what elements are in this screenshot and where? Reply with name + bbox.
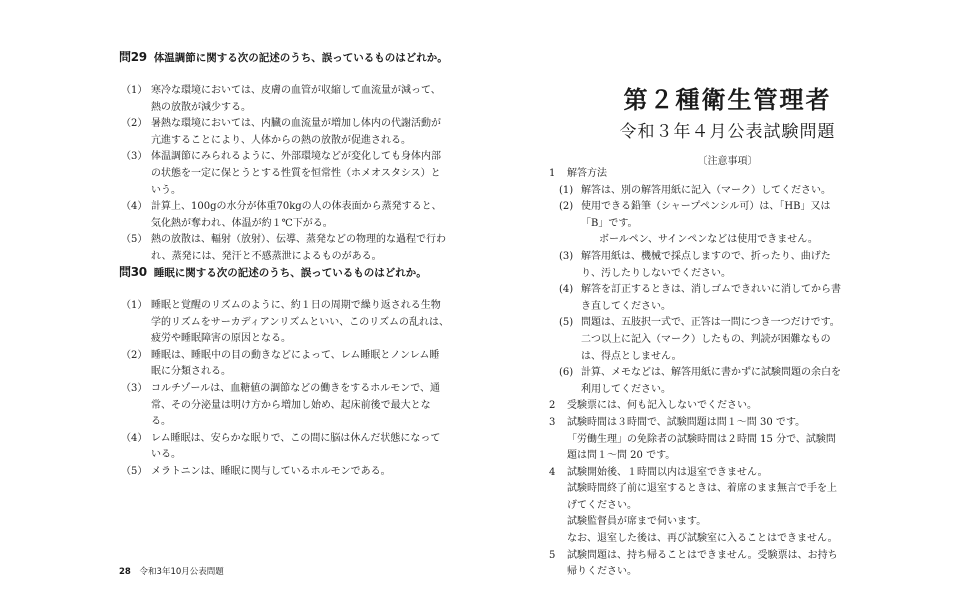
note-number: 5 (549, 549, 556, 561)
option-item (119, 199, 449, 232)
question-text: 体温調節に関する次の記述のうち、誤っているものはどれか。 (153, 52, 448, 64)
note-item (549, 465, 845, 482)
question-header (119, 48, 449, 65)
notes-heading: 〔注意事項〕 (697, 156, 758, 167)
note-number: 4 (549, 466, 556, 478)
note-subnumber: (4) (559, 284, 574, 296)
option-text: 熱の放散は、輻射（放射）、伝導、蒸発などの物理的な過程で行われ、蒸発には、発汗と不感蒸泄によるものがある。 (151, 234, 446, 262)
option-item (119, 348, 449, 381)
note-item (549, 166, 845, 183)
option-text: 睡眠と覚醒のリズムのように、約１日の周期で繰り返される生物学的リズムをサーカディアンリズムといい、このリズムの乱れは、疲労や睡眠障害の原因となる。 (151, 300, 449, 345)
note-subnumber: (3) (559, 250, 574, 262)
note-continuation: ボールペン、サインペンなどは使用できません。 (599, 234, 818, 246)
option-number: （2） (121, 118, 148, 130)
note-continuation: 試験時間終了前に退室するときは、着席のまま無言で手を上げてください。 (567, 483, 837, 511)
note-number: 2 (549, 400, 556, 412)
note-text: 受験票には、何も記入しないでください。 (567, 400, 757, 412)
note-text: 試験時間は３時間で、試験問題は問１〜問 30 です。 (567, 416, 806, 428)
option-number: （5） (121, 465, 148, 477)
question-30 (119, 263, 449, 481)
option-list (119, 83, 449, 266)
note-text: 使用できる鉛筆（シャープペンシル可）は、「HB」又は「B」です。 (581, 201, 831, 229)
question-29 (119, 48, 449, 266)
option-text: 計算上、100gの水分が体重70kgの人の体表面から蒸発すると、気化熱が奪われ、体温が約１℃下がる。 (151, 201, 442, 229)
option-number: （2） (121, 349, 148, 361)
note-subitem (549, 249, 845, 282)
note-subnumber: (1) (559, 184, 574, 196)
notes-list (549, 166, 845, 581)
exam-subtitle: 令和３年４月公表試験問題 (619, 122, 836, 142)
note-number: 3 (549, 416, 556, 428)
note-subnumber: (2) (559, 201, 574, 213)
question-header (119, 263, 449, 280)
option-text: 暑熱な環境においては、内臓の血流量が増加し体内の代謝活動が亢進することにより、人体からの熱の放散が促進される。 (151, 118, 441, 146)
option-item (119, 83, 449, 116)
option-number: （4） (121, 432, 148, 444)
option-item (119, 431, 449, 464)
note-subitem (549, 199, 845, 232)
exam-title: 第２種衛生管理者 (623, 85, 832, 114)
option-item (119, 116, 449, 149)
option-text: 睡眠は、睡眠中の目の動きなどによって、レム睡眠とノンレム睡眠に分類される。 (151, 349, 440, 378)
option-list (119, 298, 449, 481)
option-item (119, 232, 449, 265)
note-text: 計算、メモなどは、解答用紙に書かずに試験問題の余白を利用してください。 (581, 367, 841, 395)
note-item (549, 548, 845, 581)
note-text: 解答用紙は、機械で採点しますので、折ったり、曲げたり、汚したりしないでください。 (581, 250, 831, 279)
note-continuation: 試験監督員が席まで伺います。 (567, 516, 707, 528)
note-text: 解答を訂正するときは、消しゴムできれいに消してから書き直してください。 (581, 284, 841, 312)
option-number: （1） (121, 300, 148, 311)
option-number: （3） (121, 382, 148, 394)
note-text: 試験開始後、１時間以内は退室できません。 (567, 466, 768, 478)
option-item (119, 381, 449, 431)
option-text: レム睡眠は、安らかな眠りで、この間に脳は休んだ状態になっている。 (151, 432, 441, 461)
note-subnumber: (6) (559, 367, 574, 379)
note-text: 問題は、五肢択一式で、正答は一問につき一つだけです。二つ以上に記入（マーク）したもの、判読が困難なものは、得点としません。 (581, 317, 840, 362)
footer-text: 令和3年10月公表問題 (139, 567, 224, 577)
note-continuation: 「労働生理」の免除者の試験時間は２時間 15 分で、試験問題は問１〜問 20 です。 (567, 433, 836, 462)
option-text: メラトニンは、睡眠に関与しているホルモンである。 (151, 465, 391, 477)
question-number: 問30 (119, 265, 147, 279)
option-number: （3） (121, 151, 148, 163)
note-subitem (549, 183, 845, 200)
page-number: 28 (119, 567, 131, 577)
question-number: 問29 (119, 50, 147, 64)
option-number: （1） (121, 85, 148, 96)
note-continuation: なお、退室した後は、再び試験室に入ることはできません。 (567, 533, 838, 545)
note-number: 1 (549, 168, 556, 179)
option-item (119, 298, 449, 348)
note-subnumber: (5) (559, 317, 574, 329)
note-subitem (549, 315, 845, 365)
option-text: 体温調節にみられるように、外部環境などが変化しても身体内部の状態を一定に保とうとする性質を恒常性（ホメオスタシス）という。 (151, 151, 441, 196)
question-text: 睡眠に関する次の記述のうち、誤っているものはどれか。 (153, 267, 427, 279)
note-text: 解答は、別の解答用紙に記入（マーク）してください。 (581, 184, 831, 196)
page-footer (119, 565, 224, 577)
note-item (549, 398, 845, 415)
option-text: コルチゾールは、血糖値の調節などの働きをするホルモンで、通常、その分泌量は明け方から増加し始め、起床前後で最大となる。 (151, 382, 440, 428)
note-item (549, 415, 845, 432)
option-item (119, 149, 449, 199)
note-subitem (549, 282, 845, 315)
note-subitem (549, 365, 845, 398)
option-number: （4） (121, 201, 148, 213)
option-text: 寒冷な環境においては、皮膚の血管が収縮して血流量が減って、熱の放散が減少する。 (151, 85, 441, 113)
option-item (119, 464, 449, 481)
note-text: 解答方法 (567, 168, 607, 179)
note-text: 試験問題は、持ち帰ることはできません。受験票は、お持ち帰りください。 (567, 549, 838, 578)
option-number: （5） (121, 234, 148, 246)
